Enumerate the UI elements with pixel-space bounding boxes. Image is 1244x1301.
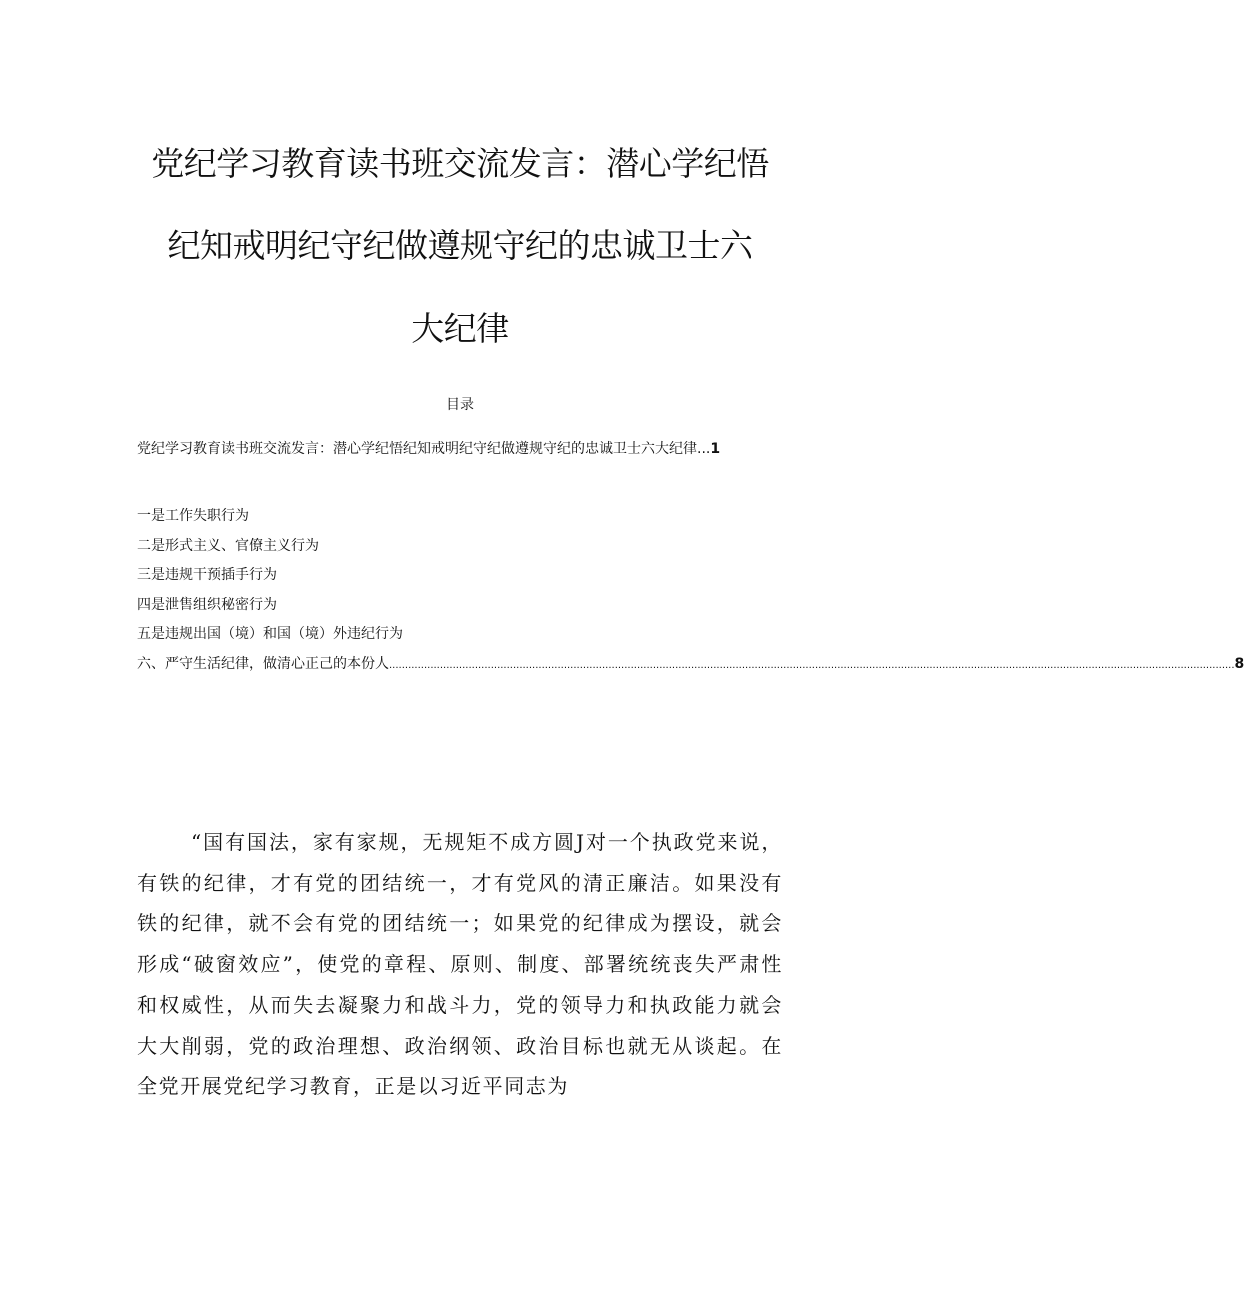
toc-last-entry-page: 8	[1234, 656, 1244, 672]
toc-item[interactable]: 三是违规干预插手行为	[137, 567, 277, 583]
document-title-line-3: 大纪律	[411, 309, 509, 348]
toc-last-entry-text: 六、严守生活纪律，做清心正己的本份人	[137, 656, 389, 672]
toc-heading: 目录	[446, 397, 474, 413]
toc-item[interactable]: 五是违规出国（境）和国（境）外违纪行为	[137, 626, 403, 642]
toc-item[interactable]: 一是工作失职行为	[137, 508, 249, 524]
document-title-line-1: 党纪学习教育读书班交流发言：潜心学纪悟	[151, 144, 769, 183]
body-paragraph: “国有国法，家有家规，无规矩不成方圆J对一个执政党来说，有铁的纪律，才有党的团结统一，才有党风的清正廉洁。如果没有铁的纪律，就不会有党的团结统一；如果党的纪律成为摆设，就会形成“破窗效应”，使党的章程、原则、制度、部署统统丧失严肃性和权威性，从而失去凝聚力和战斗力，党的领导力和执政能力就会大大削弱，党的政治理想、政治纲领、政治目标也就无从谈起。在全党开展党纪学习教育，正是以习近平同志为	[137, 830, 783, 1099]
toc-item[interactable]: 二是形式主义、官僚主义行为	[137, 538, 319, 554]
toc-main-entry-page: 1	[710, 441, 721, 457]
document-title-line-2: 纪知戒明纪守纪做遵规守纪的忠诚卫士六	[167, 226, 753, 265]
toc-main-entry[interactable]	[137, 439, 797, 459]
toc-leader-dots: ..........................................................................................................................................................................................................................................................................	[389, 660, 1235, 671]
toc-main-entry-text: 党纪学习教育读书班交流发言：潜心学纪悟纪知戒明纪守纪做遵规守纪的忠诚卫士六大纪律...	[137, 441, 711, 457]
toc-item[interactable]: 四是泄售组织秘密行为	[137, 597, 277, 613]
toc-last-entry[interactable]	[137, 654, 1244, 676]
